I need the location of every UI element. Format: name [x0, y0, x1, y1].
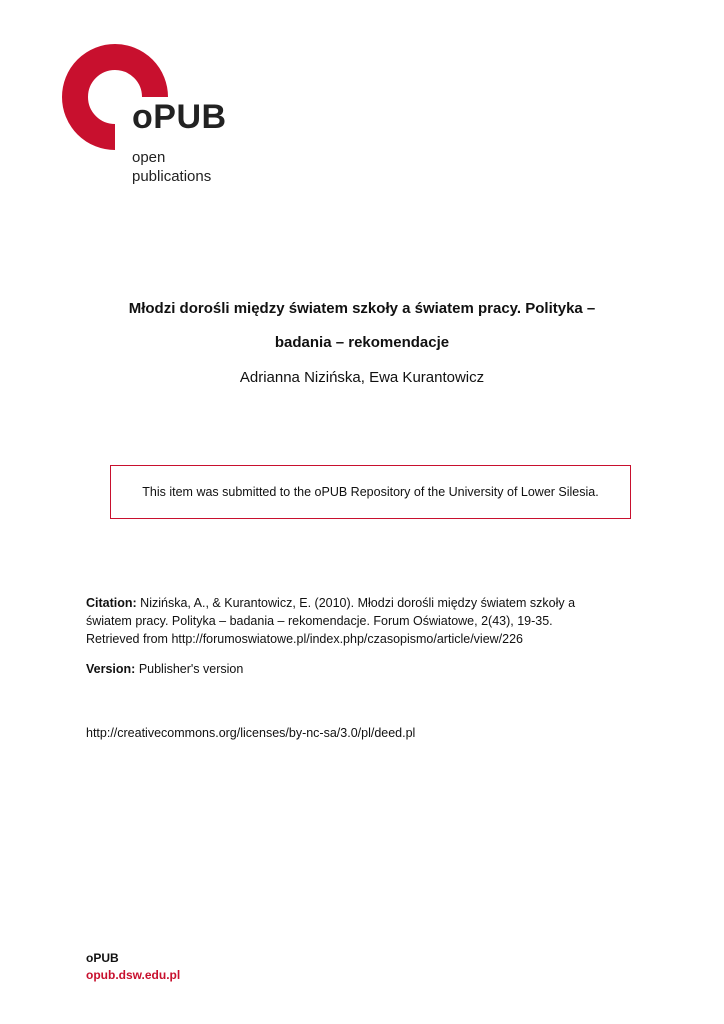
document-title-line-2: badania – rekomendacje [274, 334, 450, 351]
document-authors: Adrianna Nizińska, Ewa Kurantowicz [239, 369, 485, 386]
version-value: Publisher's version [138, 662, 244, 676]
citation-line-1 [86, 594, 626, 612]
footer [86, 950, 180, 984]
footer-name: oPUB [86, 951, 119, 965]
document-title-line-1: Młodzi dorośli między światem szkoły a światem pracy. Polityka – [128, 300, 596, 317]
citation-block [86, 594, 626, 648]
citation-line-2: światem pracy. Polityka – badania – rekomendacje. Forum Oświatowe, 2(43), 19-35. [86, 614, 553, 628]
footer-url-link[interactable]: opub.dsw.edu.pl [86, 968, 181, 982]
logo-tagline-line-2: publications [132, 168, 212, 185]
repository-notice-box [110, 465, 631, 519]
license-link[interactable]: http://creativecommons.org/licenses/by-nc-sa/3.0/pl/deed.pl [86, 726, 416, 740]
version-line [86, 662, 243, 676]
logo-tagline-line-1: open [132, 149, 166, 166]
repository-notice-text: This item was submitted to the oPUB Repository of the University of Lower Silesia. [142, 485, 599, 499]
logo-brand: oPUB [132, 98, 227, 136]
opub-logo [60, 42, 260, 192]
citation-line-3: Retrieved from http://forumoswiatowe.pl/index.php/czasopismo/article/view/226 [86, 632, 524, 646]
citation-label: Citation: [86, 596, 137, 610]
logo-tagline [132, 148, 211, 186]
citation-text-1: Nizińska, A., & Kurantowicz, E. (2010). Młodzi dorośli między światem szkoły a [140, 596, 576, 610]
version-label: Version: [86, 662, 136, 676]
